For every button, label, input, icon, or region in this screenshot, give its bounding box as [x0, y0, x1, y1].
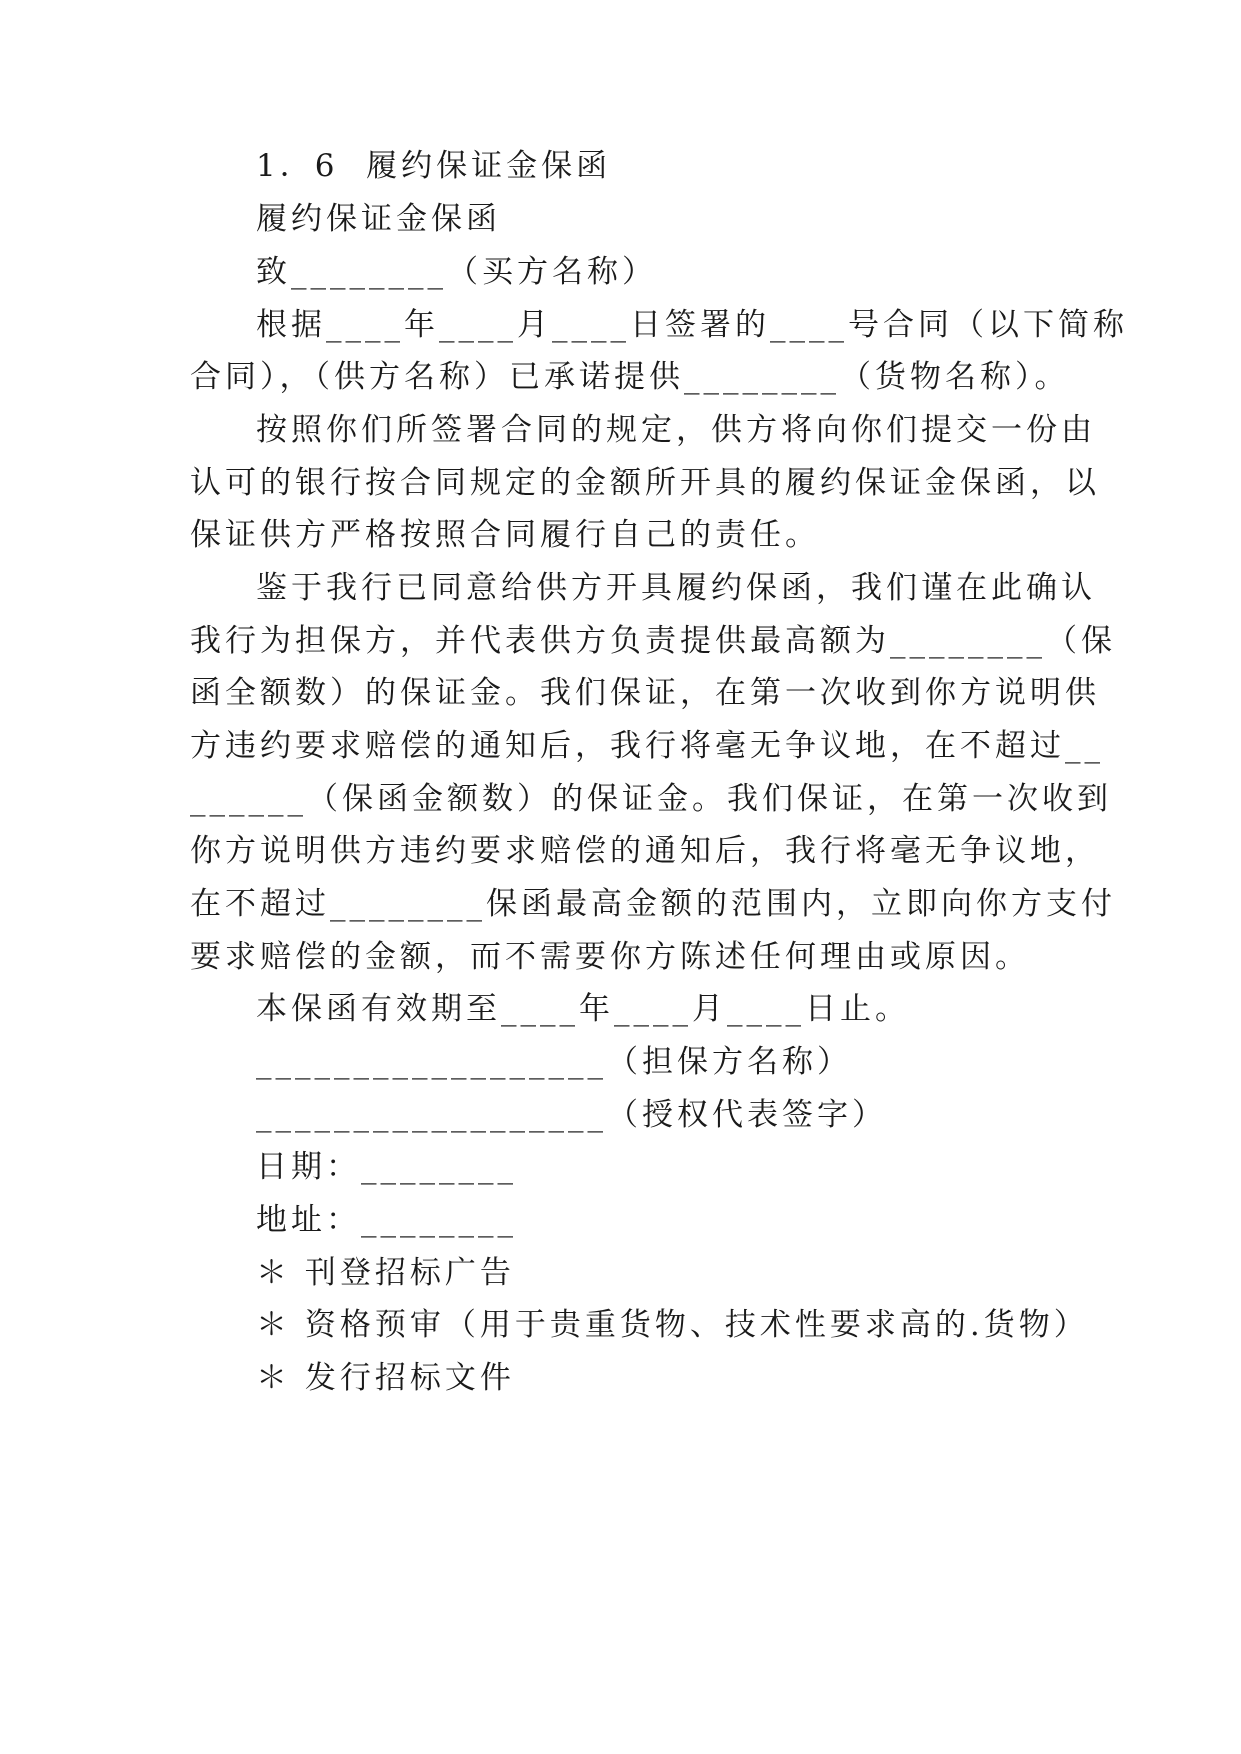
section-heading: 1．6 履约保证金保函 — [256, 148, 612, 184]
paragraph-3-line-7: 在不超过________保函最高金额的范围内，立即向你方支付 — [190, 886, 1116, 922]
paragraph-3-line-1: 鉴于我行已同意给供方开具履约保函，我们谨在此确认 — [256, 570, 1096, 606]
paragraph-1-line-1: 根据____年____月____日签署的____号合同（以下简称 — [256, 307, 1128, 343]
paragraph-1-line-2: 合同），（供方名称）已承诺提供________（货物名称）。 — [190, 359, 1070, 395]
bullet-item: ＊ 资格预审（用于贵重货物、技术性要求高的.货物） — [256, 1307, 1089, 1343]
guarantor-name-line: __________________（担保方名称） — [256, 1044, 852, 1080]
paragraph-2-line-2: 认可的银行按合同规定的金额所开具的履约保证金保函，以 — [190, 465, 1100, 501]
bullet-item: ＊ 刊登招标广告 — [256, 1255, 515, 1291]
paragraph-2-line-3: 保证供方严格按照合同履行自己的责任。 — [190, 517, 820, 553]
letter-title: 履约保证金保函 — [256, 201, 501, 237]
addressee-line: 致________（买方名称） — [256, 254, 657, 290]
paragraph-3-line-5: ______（保函金额数）的保证金。我们保证，在第一次收到 — [190, 781, 1112, 817]
paragraph-3-line-6: 你方说明供方违约要求赔偿的通知后，我行将毫无争议地， — [190, 833, 1100, 869]
paragraph-3-line-4: 方违约要求赔偿的通知后，我行将毫无争议地，在不超过__ — [190, 728, 1104, 764]
paragraph-3-line-8: 要求赔偿的金额，而不需要你方陈述任何理由或原因。 — [190, 939, 1030, 975]
bullet-item: ＊ 发行招标文件 — [256, 1360, 515, 1396]
validity-line: 本保函有效期至____年____月____日止。 — [256, 991, 910, 1027]
address-line: 地址：________ — [256, 1202, 517, 1238]
signature-line: __________________（授权代表签字） — [256, 1097, 887, 1133]
paragraph-3-line-2: 我行为担保方，并代表供方负责提供最高额为________（保 — [190, 623, 1116, 659]
paragraph-2-line-1: 按照你们所签署合同的规定，供方将向你们提交一份由 — [256, 412, 1096, 448]
date-line: 日期：________ — [256, 1149, 517, 1185]
paragraph-3-line-3: 函全额数）的保证金。我们保证，在第一次收到你方说明供 — [190, 675, 1100, 711]
